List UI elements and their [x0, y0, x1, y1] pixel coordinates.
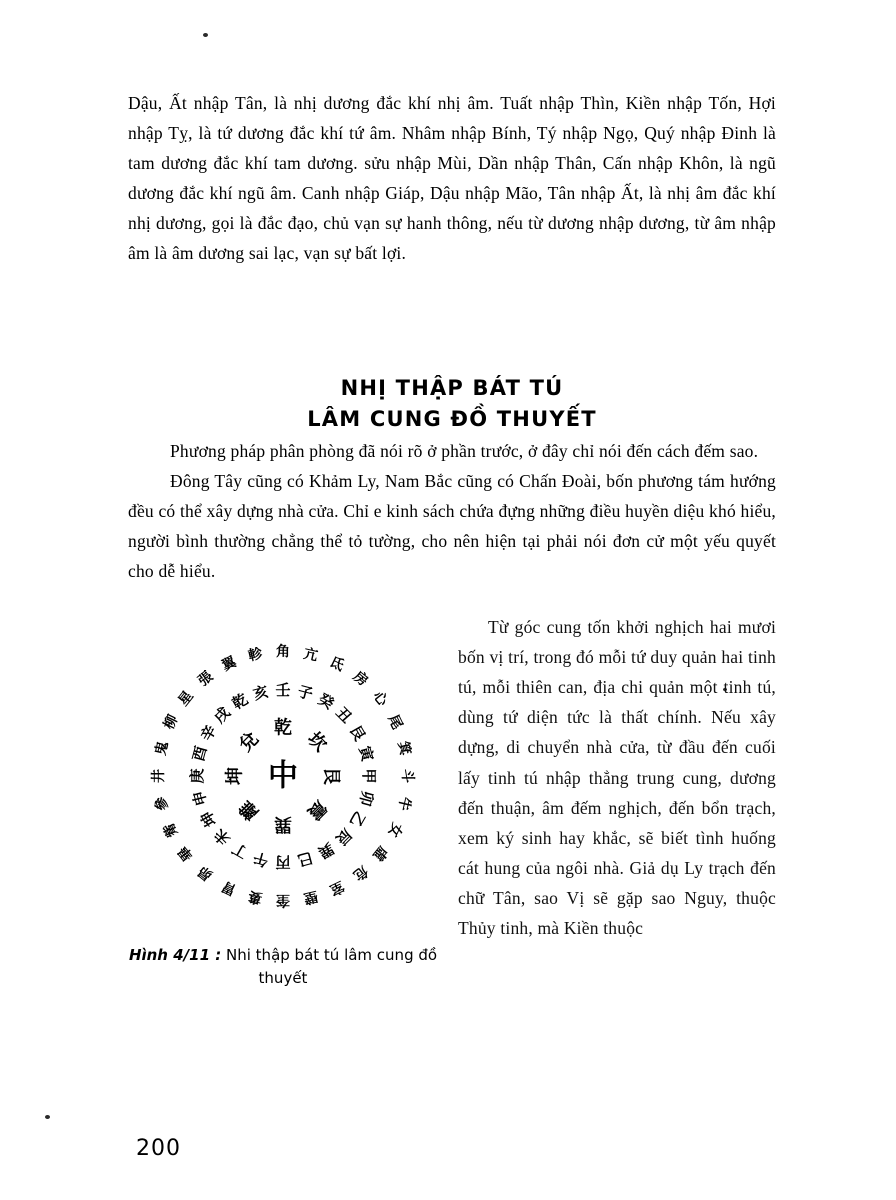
svg-text:星: 星: [175, 688, 197, 710]
section-heading-line1: NHỊ THẬP BÁT TÚ: [340, 375, 564, 400]
svg-text:辰: 辰: [332, 825, 356, 849]
svg-text:斗: 斗: [399, 769, 415, 784]
svg-text:氐: 氐: [327, 654, 347, 675]
svg-text:酉: 酉: [189, 744, 211, 764]
svg-text:奎: 奎: [276, 892, 290, 909]
svg-text:中: 中: [268, 758, 298, 794]
svg-text:丁: 丁: [228, 838, 252, 863]
svg-text:鬼: 鬼: [152, 739, 172, 758]
figure-column: [128, 626, 438, 989]
svg-text:離: 離: [235, 796, 263, 824]
svg-text:角: 角: [276, 644, 290, 661]
svg-text:兌: 兌: [235, 728, 263, 756]
svg-text:壁: 壁: [301, 887, 320, 907]
svg-text:辛: 辛: [196, 722, 221, 745]
svg-text:參: 參: [152, 795, 172, 813]
figure-text-split: [128, 612, 776, 1012]
svg-text:虛: 虛: [369, 842, 391, 864]
svg-text:丑: 丑: [332, 703, 356, 727]
svg-text:甲: 甲: [360, 768, 378, 784]
svg-text:尾: 尾: [384, 712, 405, 733]
svg-text:震: 震: [303, 796, 331, 824]
svg-text:坎: 坎: [303, 728, 331, 756]
svg-text:壬: 壬: [275, 681, 291, 700]
right-text-column: [458, 612, 776, 943]
paragraph-after-heading: Phương pháp phân phòng đã nói rõ ở phần trước, ở đây chỉ nói đến cách đếm sao.: [170, 440, 759, 461]
svg-text:箕: 箕: [394, 739, 414, 758]
svg-text:乾: 乾: [274, 717, 292, 739]
svg-text:寅: 寅: [355, 744, 377, 764]
svg-text:牛: 牛: [394, 795, 414, 813]
figure-caption-label: Hình 4/11 :: [128, 946, 222, 965]
svg-text:艮: 艮: [345, 722, 370, 745]
svg-text:午: 午: [251, 848, 271, 870]
svg-text:戌: 戌: [210, 703, 234, 727]
figure-caption: [128, 944, 438, 989]
svg-text:柳: 柳: [161, 712, 182, 733]
svg-text:心: 心: [369, 688, 391, 710]
figure-image: [133, 626, 433, 926]
svg-text:房: 房: [349, 668, 371, 690]
svg-text:巽: 巽: [274, 813, 292, 835]
svg-text:坤: 坤: [224, 767, 246, 786]
svg-text:軫: 軫: [246, 645, 265, 665]
section-heading: [128, 373, 776, 436]
section-heading-line2: LÂM CUNG ĐỒ THUYẾT: [307, 407, 597, 432]
svg-text:坤: 坤: [196, 808, 221, 831]
svg-text:昴: 昴: [195, 862, 217, 884]
svg-text:巳: 巳: [295, 848, 315, 870]
svg-text:巽: 巽: [314, 838, 338, 863]
svg-text:女: 女: [384, 820, 405, 840]
paragraph-second: Đông Tây cũng có Khảm Ly, Nam Bắc cũng có Chấn Đoài, bốn phương tám hướng đều có thể xây dựng nhà cửa. Chỉ e kinh sách chứa đựng những điều huyền diệu khó hiểu, người bình thường chẳng thể tỏ tường, cho nên hiện tại phải nói đơn cử một yếu quyết cho dễ hiểu.: [128, 470, 776, 581]
svg-text:子: 子: [295, 682, 315, 704]
svg-text:未: 未: [210, 825, 234, 849]
svg-text:翼: 翼: [219, 654, 239, 675]
page-speck: [203, 33, 208, 37]
svg-text:乙: 乙: [345, 808, 370, 831]
svg-text:乾: 乾: [228, 690, 252, 714]
svg-text:觜: 觜: [161, 820, 182, 840]
svg-text:張: 張: [195, 668, 217, 690]
svg-text:危: 危: [349, 862, 371, 884]
svg-text:丙: 丙: [275, 853, 291, 872]
svg-text:胃: 胃: [219, 877, 239, 898]
svg-text:癸: 癸: [314, 690, 338, 714]
svg-text:井: 井: [151, 769, 167, 784]
page-speck: [45, 1115, 50, 1119]
page-number: 200: [136, 1136, 181, 1161]
figure-caption-text: Nhi thập bát tú lâm cung đồ thuyết: [226, 946, 438, 987]
svg-text:畢: 畢: [175, 842, 197, 864]
svg-text:亥: 亥: [251, 682, 271, 704]
paragraph-column-right: Từ góc cung tốn khởi nghịch hai mươi bốn vị trí, trong đó mỗi tứ duy quản hai tinh tú, mỗi thiên can, địa chi quản một tinh tú, dùng tứ diện tức là thất chính. Nếu xây dựng, di chuyển nhà cửa, từ đầu đến cuối lấy tinh tú nhập thẳng trung cung, dương đến thuận, âm đếm nghịch, đến bổn trạch, xem ký sinh hay khắc, sẽ biết tình huống cát hung của ngôi nhà. Giả dụ Ly trạch đến chữ Tân, sao Vị sẽ gặp sao Nguy, thuộc Thủy tinh, mà Kiền thuộc: [458, 617, 776, 938]
svg-text:亢: 亢: [301, 645, 320, 665]
svg-text:婁: 婁: [246, 887, 265, 907]
svg-text:艮: 艮: [320, 767, 342, 786]
svg-text:室: 室: [327, 877, 347, 898]
page-content: [128, 88, 776, 1012]
paragraph-opening: Dậu, Ất nhập Tân, là nhị dương đắc khí nhị âm. Tuất nhập Thìn, Kiền nhập Tốn, Hợi nhập Tỵ, là tứ dương đắc khí tứ âm. Nhâm nhập Bính, Tý nhập Ngọ, Quý nhập Đinh là tam dương đắc khí tam dương. sửu nhập Mùi, Dần nhập Thân, Cấn nhập Khôn, là ngũ dương đắc khí ngũ âm. Canh nhập Giáp, Dậu nhập Mão, Tân nhập Ất, là nhị âm đắc khí nhị dương, gọi là đắc đạo, chủ vạn sự hanh thông, nếu từ dương nhập dương, từ âm nhập âm là âm dương sai lạc, vạn sự bất lợi.: [128, 93, 776, 264]
svg-text:庚: 庚: [188, 768, 206, 784]
svg-text:申: 申: [189, 788, 211, 808]
svg-text:卯: 卯: [355, 788, 377, 808]
